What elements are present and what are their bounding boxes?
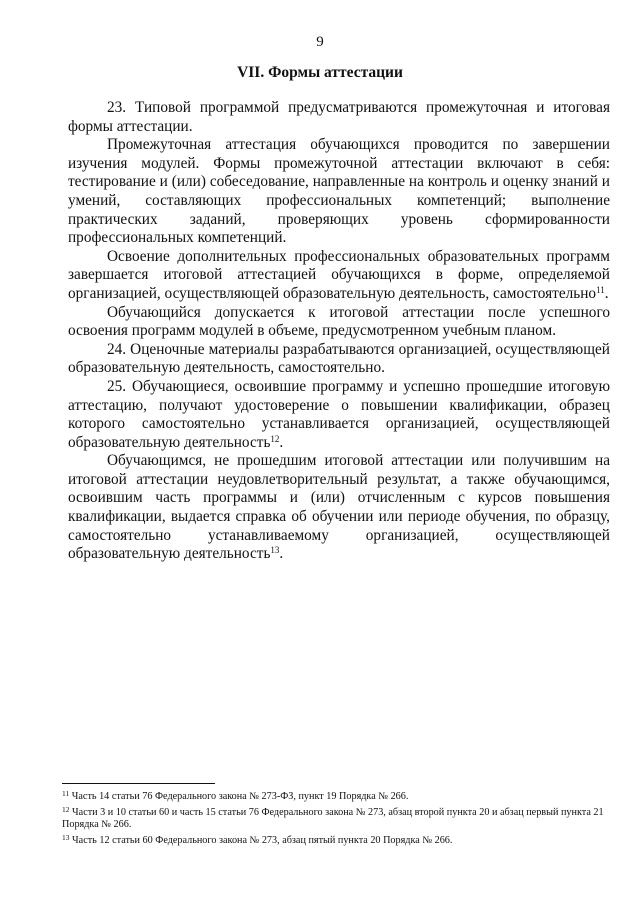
paragraph-final-attestation: Освоение дополнительных профессиональных образовательных программ завершается итоговой аттестацией обучающихся в форме, определяемой организацией, осуществляющей образовательную деятельность, самостоятельно$^{11}$.	[68, 247, 610, 302]
footnote-text: Часть 12 статьи 60 Федерального закона № 273, абзац пятый пункта 20 Порядка № 266.	[69, 834, 453, 846]
footnote-ref-13[interactable]: 13	[270, 545, 280, 556]
paragraph-24: 24. Оценочные материалы разрабатываются организацией, осуществляющей образовательную деятельность, самостоятельно.	[68, 340, 610, 377]
footnote-13	[62, 832, 610, 848]
footnote-11	[62, 788, 610, 804]
paragraph-certificate: Обучающимся, не прошедшим итоговой аттестации или получившим на итоговой аттестации неудовлетворительный результат, а также обучающимся, освоившим часть программы и (или) отчисленным с курсов повышения квалификации, выдается справка об обучении или периоде обучения, по образцу, самостоятельно устанавливаемому организацией, осуществляющей образовательную деятельность$^{13}$.	[68, 452, 610, 563]
footnote-number: 11	[62, 789, 70, 798]
footnote-text: Части 3 и 10 статьи 60 и часть 15 статьи 76 Федерального закона № 273, абзац второй пункта 20 и абзац первый пункта 21 Порядка № 266.	[62, 806, 604, 831]
footnote-12	[62, 804, 610, 832]
footnote-number: 12	[62, 804, 70, 814]
footnote-ref-12[interactable]: 12	[270, 433, 280, 444]
paragraph-25: 25. Обучающиеся, освоившие программу и успешно прошедшие итоговую аттестацию, получают удостоверение о повышении квалификации, образец которого самостоятельно устанавливается организацией, осуществляющей образовательную деятельность$^{12}$.	[68, 377, 610, 451]
footnote-number: 13	[62, 832, 70, 842]
footnote-ref-11[interactable]: 11	[596, 284, 605, 295]
footnote-text: Часть 14 статьи 76 Федерального закона № 273-ФЗ, пункт 19 Порядка № 266.	[69, 791, 409, 802]
document-body	[68, 99, 610, 564]
paragraph-interim-attestation: Промежуточная аттестация обучающихся проводится по завершении изучения модулей. Формы промежуточной аттестации включают в себя: тестирование и (или) собеседование, направленные на контроль и оценку знаний и умений, составляющих профессиональных компетенций; выполнение практических заданий, проверяющих уровень сформированности профессиональных компетенций.	[68, 136, 610, 247]
paragraph-admission: Обучающийся допускается к итоговой аттестации после успешного освоения программ модулей в объеме, предусмотренном учебным планом.	[68, 303, 610, 340]
paragraph-23: 23. Типовой программой предусматриваются промежуточная и итоговая формы аттестации.	[68, 99, 610, 135]
footnote-divider	[62, 783, 215, 784]
footnotes	[62, 788, 610, 847]
page-number: 9	[316, 34, 324, 50]
section-title: VII. Формы аттестации	[237, 64, 403, 81]
